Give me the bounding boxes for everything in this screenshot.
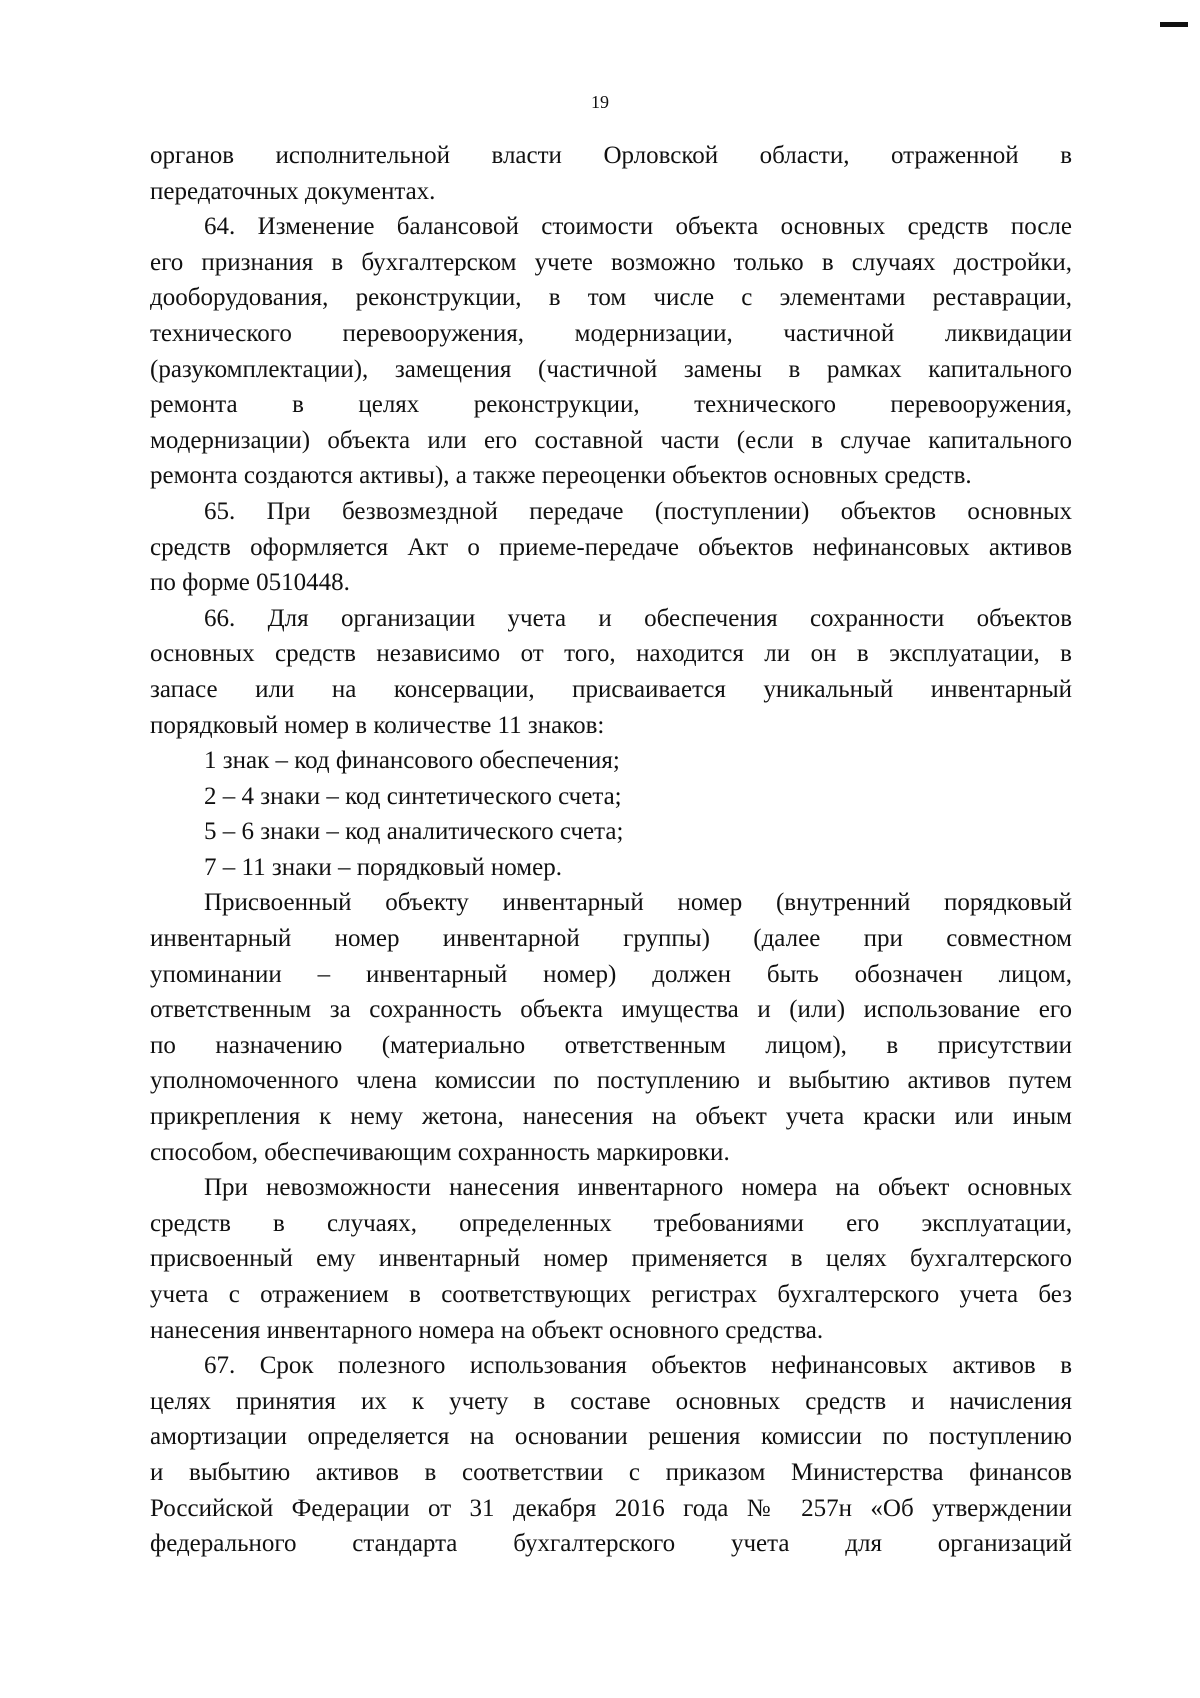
text-line: Российской Федерации от 31 декабря 2016 года № 257н «Об утверждении [150,1494,1072,1522]
text-line: дооборудования, реконструкции, в том числе с элементами реставрации, [150,284,1072,312]
paragraph-64-line: 64. Изменение балансовой стоимости объекта основных средств после [204,213,1072,241]
text-line: ремонта в целях реконструкции, технического перевооружения, [150,391,1072,419]
text-line: способом, обеспечивающим сохранность маркировки. [150,1138,730,1166]
text-line: целях принятия их к учету в составе основных средств и начисления [150,1387,1072,1415]
text-line: органов исполнительной власти Орловской области, отраженной в [150,142,1072,169]
text-line: основных средств независимо от того, находится ли он в эксплуатации, в [150,640,1072,668]
list-item: 5 – 6 знаки – код аналитического счета; [204,818,624,846]
document-text [150,138,1072,1562]
text-line: прикрепления к нему жетона, нанесения на объект учета краски или иным [150,1103,1072,1131]
page-number: 19 [591,92,609,112]
text-line: технического перевооружения, модернизации, частичной ликвидации [150,319,1072,347]
corner-mark [1160,22,1188,27]
list-item: 7 – 11 знаки – порядковый номер. [204,853,562,881]
text-line: ответственным за сохранность объекта имущества и (или) использование его [150,996,1072,1024]
paragraph-line: Присвоенный объекту инвентарный номер (внутренний порядковый [204,889,1072,917]
paragraph-66-line: 66. Для организации учета и обеспечения сохранности объектов [204,604,1072,632]
text-line: по форме 0510448. [150,569,350,597]
text-line: федерального стандарта бухгалтерского учета для организаций [150,1530,1072,1558]
text-line: средств в случаях, определенных требованиями его эксплуатации, [150,1209,1072,1237]
text-line: присвоенный ему инвентарный номер применяется в целях бухгалтерского [150,1245,1072,1273]
text-line: модернизации) объекта или его составной части (если в случае капитального [150,426,1072,454]
paragraph-65-line: 65. При безвозмездной передаче (поступлении) объектов основных [204,497,1072,525]
paragraph-67-line: 67. Срок полезного использования объектов нефинансовых активов в [204,1352,1072,1380]
text-line: упоминании – инвентарный номер) должен быть обозначен лицом, [150,960,1072,988]
text-line: амортизации определяется на основании решения комиссии по поступлению [150,1423,1072,1451]
text-line: нанесения инвентарного номера на объект основного средства. [150,1316,824,1344]
text-line: запасе или на консервации, присваивается уникальный инвентарный [150,675,1072,703]
text-line: передаточных документах. [150,177,436,205]
text-line: (разукомплектации), замещения (частичной замены в рамках капитального [150,355,1072,383]
text-line: его признания в бухгалтерском учете возможно только в случаях достройки, [150,248,1072,276]
text-line: ремонта создаются активы), а также переоценки объектов основных средств. [150,462,972,490]
text-line: порядковый номер в количестве 11 знаков: [150,711,605,739]
list-item: 1 знак – код финансового обеспечения; [204,747,620,775]
text-line: уполномоченного члена комиссии по поступлению и выбытию активов путем [150,1067,1072,1095]
text-line: учета с отражением в соответствующих регистрах бухгалтерского учета без [150,1281,1072,1308]
paragraph-line: При невозможности нанесения инвентарного номера на объект основных [204,1174,1072,1202]
text-line: и выбытию активов в соответствии с приказом Министерства финансов [150,1458,1072,1486]
list-item: 2 – 4 знаки – код синтетического счета; [204,782,622,810]
text-line: по назначению (материально ответственным лицом), в присутствии [150,1031,1072,1059]
text-line: средств оформляется Акт о приеме-передаче объектов нефинансовых активов [150,533,1072,561]
text-line: инвентарный номер инвентарной группы) (далее при совместном [150,925,1072,953]
